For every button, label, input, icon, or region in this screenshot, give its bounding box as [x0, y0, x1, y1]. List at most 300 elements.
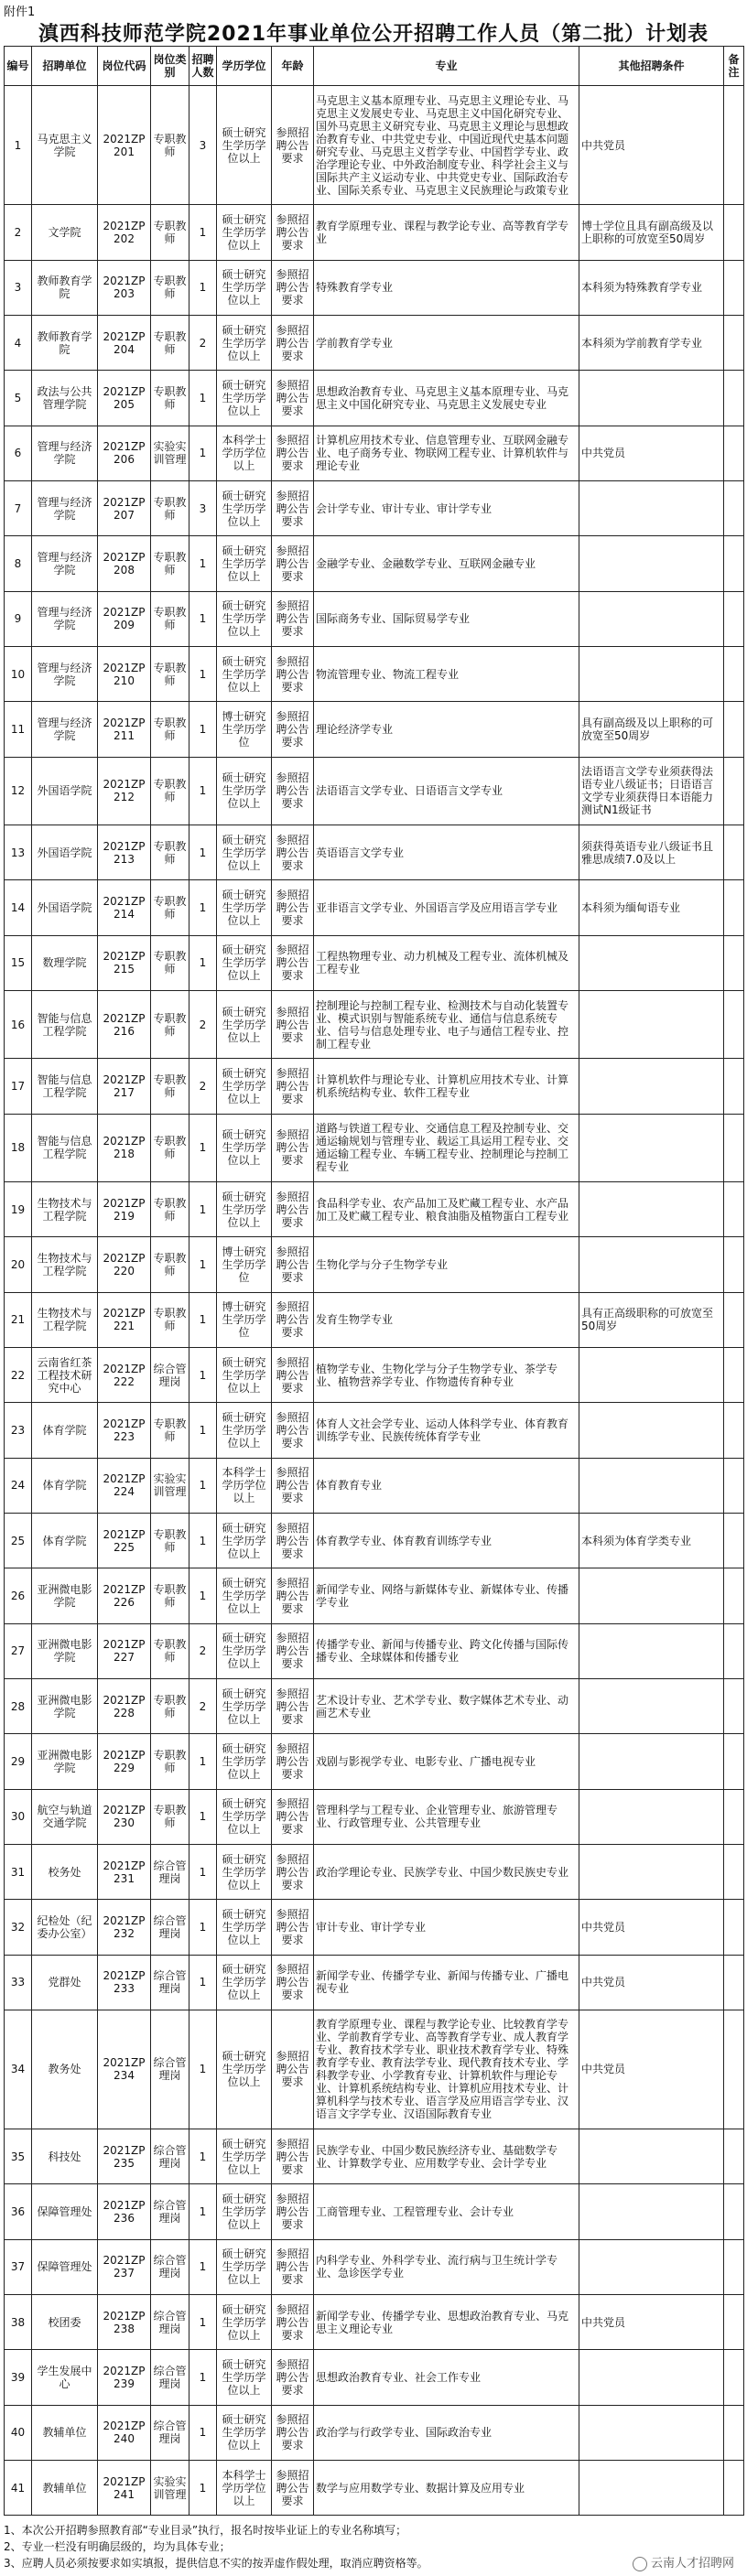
cell-conditions [579, 1181, 724, 1236]
cell-no: 22 [5, 1347, 32, 1402]
cell-code: 2021ZP235 [98, 2129, 151, 2184]
cell-category: 专职教师 [151, 1513, 189, 1568]
cell-category: 专职教师 [151, 1059, 189, 1114]
cell-category: 专职教师 [151, 371, 189, 426]
cell-education: 硕士研究生学历学位以上 [217, 480, 272, 535]
cell-no: 12 [5, 757, 32, 825]
cell-unit: 教务处 [32, 2010, 98, 2129]
cell-major: 食品科学专业、农产品加工及贮藏工程专业、水产品加工及贮藏工程专业、粮食油脂及植物蛋白工程专业 [314, 1181, 579, 1236]
cell-conditions [579, 1734, 724, 1789]
cell-major: 内科学专业、外科学专业、流行病与卫生统计学专业、急诊医学专业 [314, 2239, 579, 2294]
cell-unit: 马克思主义学院 [32, 86, 98, 205]
cell-major: 发育生物学专业 [314, 1292, 579, 1347]
cell-conditions [579, 1114, 724, 1181]
cell-code: 2021ZP233 [98, 1955, 151, 2010]
cell-major: 金融学专业、金融数学专业、互联网金融专业 [314, 536, 579, 591]
cell-no: 11 [5, 702, 32, 757]
cell-age: 参照招聘公告要求 [272, 2129, 314, 2184]
header-major: 专业 [314, 47, 579, 86]
cell-remarks [724, 702, 744, 757]
cell-age: 参照招聘公告要求 [272, 2461, 314, 2516]
cell-category: 专职教师 [151, 1678, 189, 1733]
cell-education: 硕士研究生学历学位以上 [217, 2010, 272, 2129]
cell-no: 28 [5, 1678, 32, 1733]
cell-category: 专职教师 [151, 757, 189, 825]
cell-conditions: 中共党员 [579, 1955, 724, 2010]
cell-unit: 外国语学院 [32, 757, 98, 825]
cell-conditions: 须获得英语专业八级证书且雅思成绩7.0及以上 [579, 825, 724, 879]
cell-education: 硕士研究生学历学位以上 [217, 990, 272, 1058]
cell-education: 硕士研究生学历学位以上 [217, 2350, 272, 2405]
cell-conditions [579, 591, 724, 646]
cell-education: 硕士研究生学历学位以上 [217, 1734, 272, 1789]
cell-count: 1 [189, 757, 217, 825]
cell-education: 硕士研究生学历学位以上 [217, 2295, 272, 2350]
cell-remarks [724, 935, 744, 990]
cell-category: 专职教师 [151, 880, 189, 935]
table-row [5, 1900, 744, 1955]
cell-major: 思想政治教育专业、社会工作专业 [314, 2350, 579, 2405]
cell-count: 3 [189, 86, 217, 205]
cell-no: 13 [5, 825, 32, 879]
cell-education: 硕士研究生学历学位以上 [217, 1623, 272, 1678]
table-row [5, 426, 744, 480]
cell-remarks [724, 2184, 744, 2239]
header-age: 年龄 [272, 47, 314, 86]
cell-count: 2 [189, 1059, 217, 1114]
cell-unit: 管理与经济学院 [32, 646, 98, 701]
cell-unit: 管理与经济学院 [32, 536, 98, 591]
cell-major: 体育人文社会学专业、运动人体科学专业、体育教育训练学专业、民族传统体育学专业 [314, 1403, 579, 1458]
cell-major: 国际商务专业、国际贸易学专业 [314, 591, 579, 646]
cell-unit: 外国语学院 [32, 825, 98, 879]
cell-conditions: 具有副高级及以上职称的可放宽至50周岁 [579, 702, 724, 757]
cell-code: 2021ZP205 [98, 371, 151, 426]
table-row [5, 757, 744, 825]
cell-remarks [724, 1458, 744, 1513]
cell-category: 专职教师 [151, 1789, 189, 1844]
cell-unit: 保障管理处 [32, 2239, 98, 2294]
cell-unit: 亚洲微电影学院 [32, 1734, 98, 1789]
table-row [5, 2129, 744, 2184]
cell-category: 综合管理岗 [151, 2010, 189, 2129]
cell-count: 1 [189, 2184, 217, 2239]
cell-remarks [724, 2461, 744, 2516]
cell-unit: 校务处 [32, 1844, 98, 1899]
cell-age: 参照招聘公告要求 [272, 426, 314, 480]
cell-conditions: 法语语言文学专业须获得法语专业八级证书；日语语言文学专业须获得日本语能力测试N1级证书 [579, 757, 724, 825]
cell-no: 21 [5, 1292, 32, 1347]
cell-major: 英语语言文学专业 [314, 825, 579, 879]
cell-age: 参照招聘公告要求 [272, 1059, 314, 1114]
footnote-2: 2、专业一栏没有明确层级的，均为具体专业； [4, 2540, 231, 2553]
cell-count: 1 [189, 1734, 217, 1789]
cell-unit: 亚洲微电影学院 [32, 1678, 98, 1733]
cell-code: 2021ZP212 [98, 757, 151, 825]
cell-education: 硕士研究生学历学位以上 [217, 757, 272, 825]
cell-code: 2021ZP238 [98, 2295, 151, 2350]
cell-no: 29 [5, 1734, 32, 1789]
page-title: 滇西科技师范学院2021年事业单位公开招聘工作人员（第二批）计划表 [38, 23, 709, 46]
cell-education: 硕士研究生学历学位以上 [217, 591, 272, 646]
cell-conditions: 中共党员 [579, 2295, 724, 2350]
cell-conditions [579, 2461, 724, 2516]
cell-remarks [724, 880, 744, 935]
cell-category: 综合管理岗 [151, 2239, 189, 2294]
cell-major: 会计学专业、审计专业、审计学专业 [314, 480, 579, 535]
cell-major: 艺术设计专业、艺术学专业、数字媒体艺术专业、动画艺术专业 [314, 1678, 579, 1733]
cell-unit: 政法与公共管理学院 [32, 371, 98, 426]
cell-code: 2021ZP227 [98, 1623, 151, 1678]
cell-major: 思想政治教育专业、马克思主义基本原理专业、马克思主义中国化研究专业、马克思主义发展史专业 [314, 371, 579, 426]
cell-no: 26 [5, 1568, 32, 1623]
cell-no: 36 [5, 2184, 32, 2239]
cell-remarks [724, 1237, 744, 1292]
cell-code: 2021ZP217 [98, 1059, 151, 1114]
cell-age: 参照招聘公告要求 [272, 702, 314, 757]
cell-age: 参照招聘公告要求 [272, 935, 314, 990]
cell-count: 1 [189, 1403, 217, 1458]
table-row [5, 536, 744, 591]
cell-remarks [724, 1114, 744, 1181]
cell-code: 2021ZP237 [98, 2239, 151, 2294]
cell-age: 参照招聘公告要求 [272, 2405, 314, 2460]
cell-category: 专职教师 [151, 1403, 189, 1458]
table-row [5, 1181, 744, 1236]
recruitment-table [4, 46, 744, 2516]
cell-unit: 生物技术与工程学院 [32, 1292, 98, 1347]
cell-code: 2021ZP215 [98, 935, 151, 990]
cell-count: 1 [189, 1114, 217, 1181]
cell-age: 参照招聘公告要求 [272, 371, 314, 426]
cell-unit: 教师教育学院 [32, 315, 98, 370]
cell-code: 2021ZP204 [98, 315, 151, 370]
cell-no: 37 [5, 2239, 32, 2294]
cell-remarks [724, 1844, 744, 1899]
cell-unit: 智能与信息工程学院 [32, 1114, 98, 1181]
cell-unit: 数理学院 [32, 935, 98, 990]
cell-age: 参照招聘公告要求 [272, 1347, 314, 1402]
cell-education: 硕士研究生学历学位以上 [217, 2405, 272, 2460]
cell-unit: 教辅单位 [32, 2461, 98, 2516]
cell-count: 1 [189, 1292, 217, 1347]
cell-education: 硕士研究生学历学位以上 [217, 86, 272, 205]
cell-code: 2021ZP228 [98, 1678, 151, 1733]
cell-code: 2021ZP213 [98, 825, 151, 879]
cell-education: 硕士研究生学历学位以上 [217, 1513, 272, 1568]
cell-conditions [579, 646, 724, 701]
cell-major: 教育学原理专业、课程与教学论专业、比较教育学专业、学前教育学专业、高等教育学专业、成人教育学专业、教育技术学专业、职业技术教育学专业、特殊教育学专业、教育法学专业、现代教育技术专业、学科教学专业、小学教育专业、计算机软件与理论专业、计算机系统结构专业、计算机应用技术专业、计算机科学与技术专业、语言学及应用语言学专业、汉语言文字学专业、汉语国际教育专业 [314, 2010, 579, 2129]
cell-unit: 生物技术与工程学院 [32, 1237, 98, 1292]
cell-age: 参照招聘公告要求 [272, 1900, 314, 1955]
cell-age: 参照招聘公告要求 [272, 1114, 314, 1181]
table-row [5, 2405, 744, 2460]
cell-category: 专职教师 [151, 1114, 189, 1181]
cell-no: 6 [5, 426, 32, 480]
cell-major: 工程热物理专业、动力机械及工程专业、流体机械及工程专业 [314, 935, 579, 990]
cell-count: 1 [189, 935, 217, 990]
cell-category: 专职教师 [151, 480, 189, 535]
cell-conditions [579, 2350, 724, 2405]
cell-major: 计算机应用技术专业、信息管理专业、互联网金融专业、电子商务专业、物联网工程专业、计算机软件与理论专业 [314, 426, 579, 480]
cell-count: 1 [189, 1513, 217, 1568]
cell-age: 参照招聘公告要求 [272, 1678, 314, 1733]
cell-unit: 教辅单位 [32, 2405, 98, 2460]
cell-no: 16 [5, 990, 32, 1058]
cell-code: 2021ZP209 [98, 591, 151, 646]
cell-category: 专职教师 [151, 702, 189, 757]
footnote-1: 1、本次公开招聘参照教育部“专业目录”执行，报名时按毕业证上的专业名称填写； [4, 2524, 407, 2537]
cell-education: 硕士研究生学历学位以上 [217, 536, 272, 591]
cell-age: 参照招聘公告要求 [272, 205, 314, 260]
cell-remarks [724, 1403, 744, 1458]
cell-unit: 生物技术与工程学院 [32, 1181, 98, 1236]
cell-major: 生物化学与分子生物学专业 [314, 1237, 579, 1292]
cell-remarks [724, 2295, 744, 2350]
cell-no: 23 [5, 1403, 32, 1458]
cell-remarks [724, 2405, 744, 2460]
cell-category: 专职教师 [151, 536, 189, 591]
cell-conditions [579, 1844, 724, 1899]
cell-category: 专职教师 [151, 1292, 189, 1347]
cell-major: 学前教育学专业 [314, 315, 579, 370]
table-row [5, 1403, 744, 1458]
cell-category: 综合管理岗 [151, 2295, 189, 2350]
table-row [5, 935, 744, 990]
cell-count: 3 [189, 480, 217, 535]
cell-unit: 管理与经济学院 [32, 480, 98, 535]
cell-education: 硕士研究生学历学位以上 [217, 1181, 272, 1236]
table-row [5, 990, 744, 1058]
table-row [5, 480, 744, 535]
table-row [5, 2461, 744, 2516]
cell-age: 参照招聘公告要求 [272, 646, 314, 701]
cell-category: 综合管理岗 [151, 1955, 189, 2010]
cell-education: 博士研究生学历学位 [217, 1292, 272, 1347]
cell-remarks [724, 205, 744, 260]
cell-count: 2 [189, 1623, 217, 1678]
cell-age: 参照招聘公告要求 [272, 1458, 314, 1513]
cell-conditions [579, 2129, 724, 2184]
cell-education: 硕士研究生学历学位以上 [217, 2184, 272, 2239]
watermark-text: 云南人才招聘网 [650, 2557, 734, 2571]
cell-education: 硕士研究生学历学位以上 [217, 315, 272, 370]
cell-remarks [724, 480, 744, 535]
header-count: 招聘人数 [189, 47, 217, 86]
table-row [5, 880, 744, 935]
cell-education: 硕士研究生学历学位以上 [217, 1059, 272, 1114]
cell-no: 25 [5, 1513, 32, 1568]
cell-unit: 学生发展中心 [32, 2350, 98, 2405]
cell-count: 1 [189, 205, 217, 260]
cell-category: 综合管理岗 [151, 2350, 189, 2405]
cell-remarks [724, 1789, 744, 1844]
table-row [5, 1237, 744, 1292]
cell-unit: 云南省红茶工程技术研究中心 [32, 1347, 98, 1402]
cell-major: 传播学专业、新闻与传播专业、跨文化传播与国际传播专业、全球媒体和传播专业 [314, 1623, 579, 1678]
cell-major: 民族学专业、中国少数民族经济专业、基础数学专业、计算数学专业、应用数学专业、会计学专业 [314, 2129, 579, 2184]
cell-remarks [724, 1734, 744, 1789]
cell-category: 综合管理岗 [151, 2129, 189, 2184]
cell-code: 2021ZP234 [98, 2010, 151, 2129]
cell-code: 2021ZP219 [98, 1181, 151, 1236]
cell-code: 2021ZP216 [98, 990, 151, 1058]
cell-major: 管理科学与工程专业、企业管理专业、旅游管理专业、行政管理专业、公共管理专业 [314, 1789, 579, 1844]
cell-category: 专职教师 [151, 1568, 189, 1623]
table-row [5, 1955, 744, 2010]
cell-no: 2 [5, 205, 32, 260]
cell-no: 41 [5, 2461, 32, 2516]
cell-no: 27 [5, 1623, 32, 1678]
cell-count: 1 [189, 536, 217, 591]
cell-count: 1 [189, 2405, 217, 2460]
cell-category: 综合管理岗 [151, 2184, 189, 2239]
cell-conditions [579, 536, 724, 591]
cell-category: 综合管理岗 [151, 1347, 189, 1402]
cell-remarks [724, 2129, 744, 2184]
cell-age: 参照招聘公告要求 [272, 1513, 314, 1568]
cell-conditions [579, 1347, 724, 1402]
cell-count: 1 [189, 260, 217, 315]
cell-conditions [579, 990, 724, 1058]
cell-count: 1 [189, 825, 217, 879]
cell-code: 2021ZP225 [98, 1513, 151, 1568]
cell-category: 专职教师 [151, 86, 189, 205]
cell-category: 专职教师 [151, 591, 189, 646]
cell-no: 4 [5, 315, 32, 370]
cell-major: 数学与应用数学专业、数据计算及应用专业 [314, 2461, 579, 2516]
footnote-3: 3、应聘人员必须按要求如实填报，提供信息不实的按弄虚作假处理，取消应聘资格等。 [4, 2557, 428, 2570]
wechat-icon [633, 2557, 647, 2571]
cell-conditions: 本科须为学前教育学专业 [579, 315, 724, 370]
cell-conditions: 中共党员 [579, 2010, 724, 2129]
cell-age: 参照招聘公告要求 [272, 1568, 314, 1623]
cell-major: 马克思主义基本原理专业、马克思主义理论专业、马克思主义发展史专业、马克思主义中国化研究专业、国外马克思主义研究专业、马克思主义理论与思想政治教育专业、中共党史专业、中国近现代史基本问题研究专业、马克思主义哲学专业、中国哲学专业、政治学理论专业、中外政治制度专业、科学社会主义与国际共产主义运动专业、中共党史专业、国际政治专业、国际关系专业、马克思主义民族理论与政策专业 [314, 86, 579, 205]
cell-major: 新闻学专业、网络与新媒体专业、新媒体专业、传播学专业 [314, 1568, 579, 1623]
cell-age: 参照招聘公告要求 [272, 2184, 314, 2239]
cell-age: 参照招聘公告要求 [272, 2295, 314, 2350]
cell-category: 实验实训管理 [151, 2461, 189, 2516]
header-code: 岗位代码 [98, 47, 151, 86]
cell-category: 专职教师 [151, 315, 189, 370]
cell-no: 10 [5, 646, 32, 701]
cell-remarks [724, 260, 744, 315]
attachment-label: 附件1 [4, 5, 36, 19]
table-row [5, 1844, 744, 1899]
cell-age: 参照招聘公告要求 [272, 2239, 314, 2294]
cell-major: 物流管理专业、物流工程专业 [314, 646, 579, 701]
table-row [5, 2295, 744, 2350]
cell-education: 硕士研究生学历学位以上 [217, 1403, 272, 1458]
cell-unit: 智能与信息工程学院 [32, 990, 98, 1058]
cell-conditions [579, 1568, 724, 1623]
cell-count: 1 [189, 371, 217, 426]
cell-no: 34 [5, 2010, 32, 2129]
cell-conditions [579, 1059, 724, 1114]
cell-no: 9 [5, 591, 32, 646]
cell-count: 1 [189, 1237, 217, 1292]
cell-education: 硕士研究生学历学位以上 [217, 1678, 272, 1733]
cell-count: 1 [189, 2239, 217, 2294]
cell-age: 参照招聘公告要求 [272, 880, 314, 935]
cell-conditions [579, 480, 724, 535]
cell-remarks [724, 536, 744, 591]
cell-code: 2021ZP231 [98, 1844, 151, 1899]
table-row [5, 1059, 744, 1114]
cell-code: 2021ZP226 [98, 1568, 151, 1623]
cell-conditions [579, 371, 724, 426]
cell-code: 2021ZP203 [98, 260, 151, 315]
cell-major: 体育教学专业、体育教育训练学专业 [314, 1513, 579, 1568]
cell-code: 2021ZP220 [98, 1237, 151, 1292]
cell-code: 2021ZP223 [98, 1403, 151, 1458]
cell-category: 专职教师 [151, 205, 189, 260]
cell-conditions [579, 1623, 724, 1678]
cell-age: 参照招聘公告要求 [272, 260, 314, 315]
cell-education: 硕士研究生学历学位以上 [217, 1568, 272, 1623]
cell-code: 2021ZP221 [98, 1292, 151, 1347]
cell-count: 1 [189, 1789, 217, 1844]
cell-no: 3 [5, 260, 32, 315]
cell-unit: 管理与经济学院 [32, 591, 98, 646]
table-row [5, 1114, 744, 1181]
cell-unit: 管理与经济学院 [32, 702, 98, 757]
cell-conditions [579, 2239, 724, 2294]
cell-no: 7 [5, 480, 32, 535]
cell-age: 参照招聘公告要求 [272, 1734, 314, 1789]
cell-conditions [579, 2405, 724, 2460]
cell-major: 审计专业、审计学专业 [314, 1900, 579, 1955]
cell-code: 2021ZP214 [98, 880, 151, 935]
cell-conditions [579, 1237, 724, 1292]
table-row [5, 315, 744, 370]
cell-unit: 体育学院 [32, 1513, 98, 1568]
cell-conditions [579, 1458, 724, 1513]
cell-major: 道路与铁道工程专业、交通信息工程及控制专业、交通运输规划与管理专业、载运工具运用工程专业、交通运输工程专业、车辆工程专业、控制理论与控制工程专业 [314, 1114, 579, 1181]
cell-code: 2021ZP201 [98, 86, 151, 205]
cell-remarks [724, 86, 744, 205]
cell-category: 专职教师 [151, 935, 189, 990]
cell-count: 2 [189, 315, 217, 370]
cell-age: 参照招聘公告要求 [272, 1181, 314, 1236]
cell-age: 参照招聘公告要求 [272, 1237, 314, 1292]
cell-education: 硕士研究生学历学位以上 [217, 935, 272, 990]
cell-code: 2021ZP218 [98, 1114, 151, 1181]
cell-age: 参照招聘公告要求 [272, 2010, 314, 2129]
cell-category: 综合管理岗 [151, 1900, 189, 1955]
cell-no: 32 [5, 1900, 32, 1955]
header-unit: 招聘单位 [32, 47, 98, 86]
table-row [5, 260, 744, 315]
cell-conditions: 本科须为缅甸语专业 [579, 880, 724, 935]
cell-conditions: 中共党员 [579, 1900, 724, 1955]
cell-unit: 教师教育学院 [32, 260, 98, 315]
table-row [5, 1458, 744, 1513]
cell-remarks [724, 757, 744, 825]
cell-age: 参照招聘公告要求 [272, 315, 314, 370]
cell-remarks [724, 1955, 744, 2010]
cell-unit: 亚洲微电影学院 [32, 1568, 98, 1623]
cell-remarks [724, 1623, 744, 1678]
cell-unit: 航空与轨道交通学院 [32, 1789, 98, 1844]
cell-education: 硕士研究生学历学位以上 [217, 646, 272, 701]
table-row [5, 646, 744, 701]
cell-education: 硕士研究生学历学位以上 [217, 371, 272, 426]
cell-age: 参照招聘公告要求 [272, 1955, 314, 2010]
cell-conditions [579, 935, 724, 990]
cell-count: 1 [189, 880, 217, 935]
cell-unit: 管理与经济学院 [32, 426, 98, 480]
